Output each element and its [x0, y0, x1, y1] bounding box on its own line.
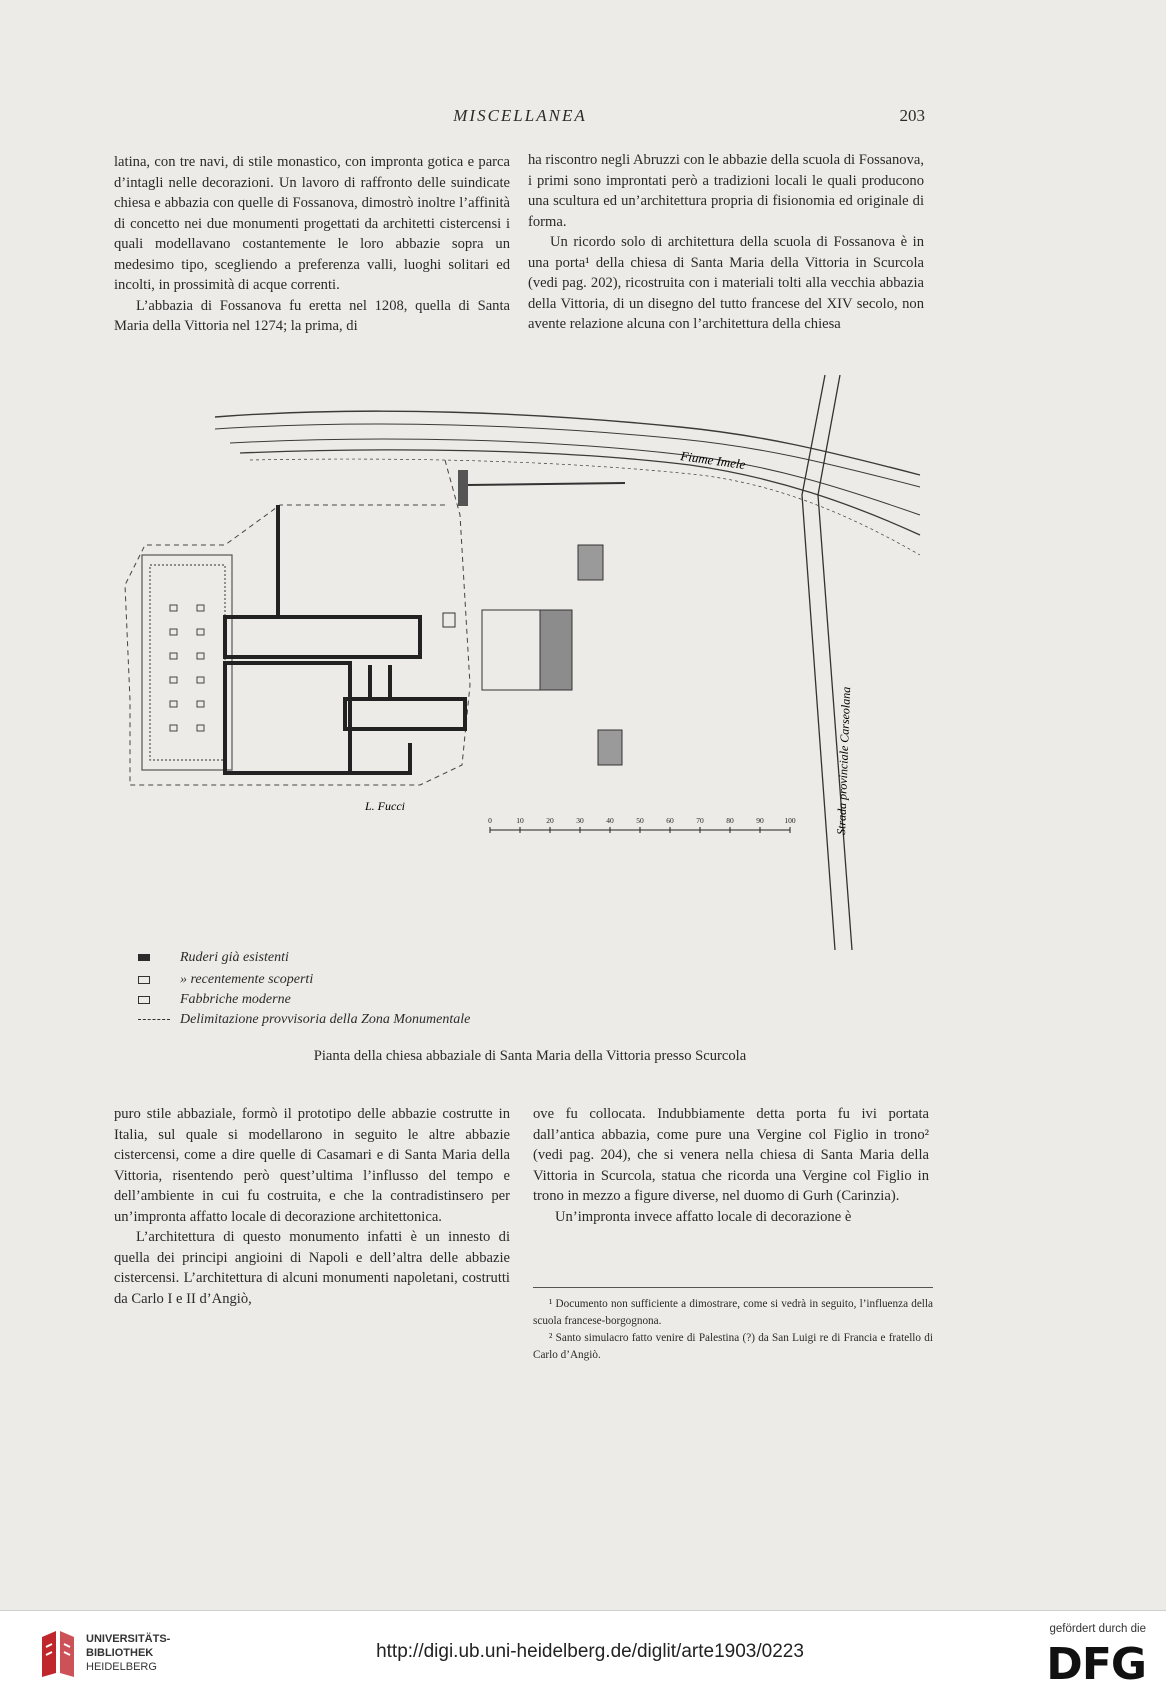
library-name-line: HEIDELBERG [86, 1661, 157, 1673]
page-number: 203 [899, 106, 925, 125]
church-piers [170, 605, 204, 731]
scale-tick-label: 50 [636, 816, 644, 825]
legend-label: Delimitazione provvisoria della Zona Monumentale [180, 1012, 471, 1027]
wall-line [468, 483, 625, 485]
column-top-left [114, 152, 510, 337]
scale-tick-label: 70 [696, 816, 704, 825]
legend-item [138, 1012, 470, 1032]
legend-swatch [138, 976, 150, 984]
legend-item [138, 950, 289, 970]
running-title: MISCELLANEA [453, 106, 587, 125]
scale-tick-label: 60 [666, 816, 674, 825]
funded-by-label: gefördert durch die [1049, 1623, 1146, 1635]
scale-tick-label: 0 [488, 816, 492, 825]
provincial-road [802, 375, 852, 950]
modern-buildings [443, 545, 622, 765]
existing-ruins [225, 505, 465, 773]
legend-label: Fabbriche moderne [180, 992, 291, 1007]
viewer-footer [0, 1610, 1166, 1697]
paragraph: ove fu collocata. Indubbiamente detta porta fu ivi portata dall’antica abbazia, come pure una Vergine col Figlio in trono² (vedi pag. 204), che si venera nella chiesa di Santa Maria della Vittoria in Scurcola, statua che ricorda una Vergine col Figlio in trono in mezzo a figure diverse, nel duomo di Gurh (Carinzia). [533, 1106, 929, 1204]
library-name[interactable] [86, 1632, 170, 1674]
scale-tick-label: 80 [726, 816, 734, 825]
university-library-logo-icon[interactable] [38, 1629, 78, 1679]
paragraph: puro stile abbaziale, formò il prototipo delle abbazie costrutte in Italia, sul quale si modellarono in seguito le altre abbazie cistercensi, come a dire quelle di Casamari e di Santa Maria della Vittoria, risentendo però quest’ultima l’influsso del tempo e dell’ambiente in cui fu costruita, e che la contradistinsero per un’impronta affatto locale di decorazione architettonica. [114, 1106, 510, 1225]
paragraph: ha riscontro negli Abruzzi con le abbazie della scuola di Fossanova, i primi sono improntati però a tradizioni locali le quali producono una scultura ed un’architettura propria di fisionomia ed originale di forma. [528, 152, 924, 230]
legend-item [138, 972, 313, 992]
library-name-line: UNIVERSITÄTS- [86, 1633, 171, 1645]
footnotes [533, 1296, 933, 1364]
site-plan-figure [120, 365, 940, 955]
paragraph: L’architettura di questo monumento infatti è un innesto di quella dei principi angioini di Napoli e dell’altra delle abbazie cistercensi. L’architettura di alcuni monumenti napoletani, costrutti da Carlo I e II d’Angiò, [114, 1229, 510, 1307]
library-name-line: BIBLIOTHEK [86, 1647, 154, 1659]
scale-tick-label: 10 [516, 816, 524, 825]
column-bottom-right [533, 1104, 929, 1227]
scale-tick-label: 90 [756, 816, 764, 825]
scale-tick-label: 20 [546, 816, 554, 825]
dfg-logo[interactable]: DFG [1046, 1639, 1146, 1690]
river-label: Fiume Imele [679, 448, 747, 473]
running-header [115, 106, 925, 130]
scale-ticks [488, 816, 796, 825]
scale-bar [490, 827, 790, 833]
footnote: ² Santo simulacro fatto venire di Palestina (?) da San Luigi re di Francia e fratello di Carlo d’Angiò. [533, 1332, 933, 1361]
footnote: ¹ Documento non sufficiente a dimostrare, come si vedrà in seguito, l’influenza della scuola francese-borgognona. [533, 1298, 933, 1327]
column-top-right [528, 150, 924, 335]
scale-tick-label: 100 [784, 816, 796, 825]
paragraph: Un’impronta invece affatto locale di decorazione è [555, 1208, 852, 1225]
plan-legend [138, 950, 558, 1040]
legend-swatch [138, 954, 150, 961]
road-label: Strada provinciale Carseolana [834, 686, 854, 836]
drawing-signature: L. Fucci [365, 799, 405, 813]
paragraph: Un ricordo solo di architettura della scuola di Fossanova è in una porta¹ della chiesa di Santa Maria della Vittoria in Scurcola (vedi pag. 202), ricostruita con i materiali tolti alla vecchia abbazia della Vittoria, di un disegno del tutto francese del XIV secolo, non avente relazione alcuna con l’architettura della chiesa [528, 234, 924, 332]
figure-caption: Pianta della chiesa abbaziale di Santa Maria della Vittoria presso Scurcola [313, 1048, 747, 1064]
scale-tick-label: 40 [606, 816, 614, 825]
church-remains [142, 555, 232, 770]
legend-label: » recentemente scoperti [180, 972, 314, 987]
legend-swatch [138, 996, 150, 1004]
ruin-block [458, 470, 468, 506]
footnote-divider [533, 1287, 933, 1288]
paragraph: L’abbazia di Fossanova fu eretta nel 1208, quella di Santa Maria della Vittoria nel 1274; la prima, di [114, 297, 510, 334]
scale-tick-label: 30 [576, 816, 584, 825]
legend-swatch [138, 1019, 170, 1020]
column-bottom-left [114, 1104, 510, 1309]
legend-label: Ruderi già esistenti [180, 950, 289, 965]
paragraph: latina, con tre navi, di stile monastico, con impronta gotica e parca d’intagli nelle decorazioni. Un lavoro di raffronto delle suindicate chiesa e abbazia con quelle di Fossanova, dimostrò inoltre l’affinità di concetto nei due monumenti progettati da architetti cistercensi i quali modellavano costantemente le loro abbazie sopra un medesimo tipo, scegliendo a preferenza valli, luoghi solitari ed incolti, in prossimità di acque correnti. [114, 154, 510, 293]
permalink-url[interactable]: http://digi.ub.uni-heidelberg.de/diglit/arte1903/0223 [376, 1641, 804, 1662]
legend-item [138, 992, 291, 1012]
